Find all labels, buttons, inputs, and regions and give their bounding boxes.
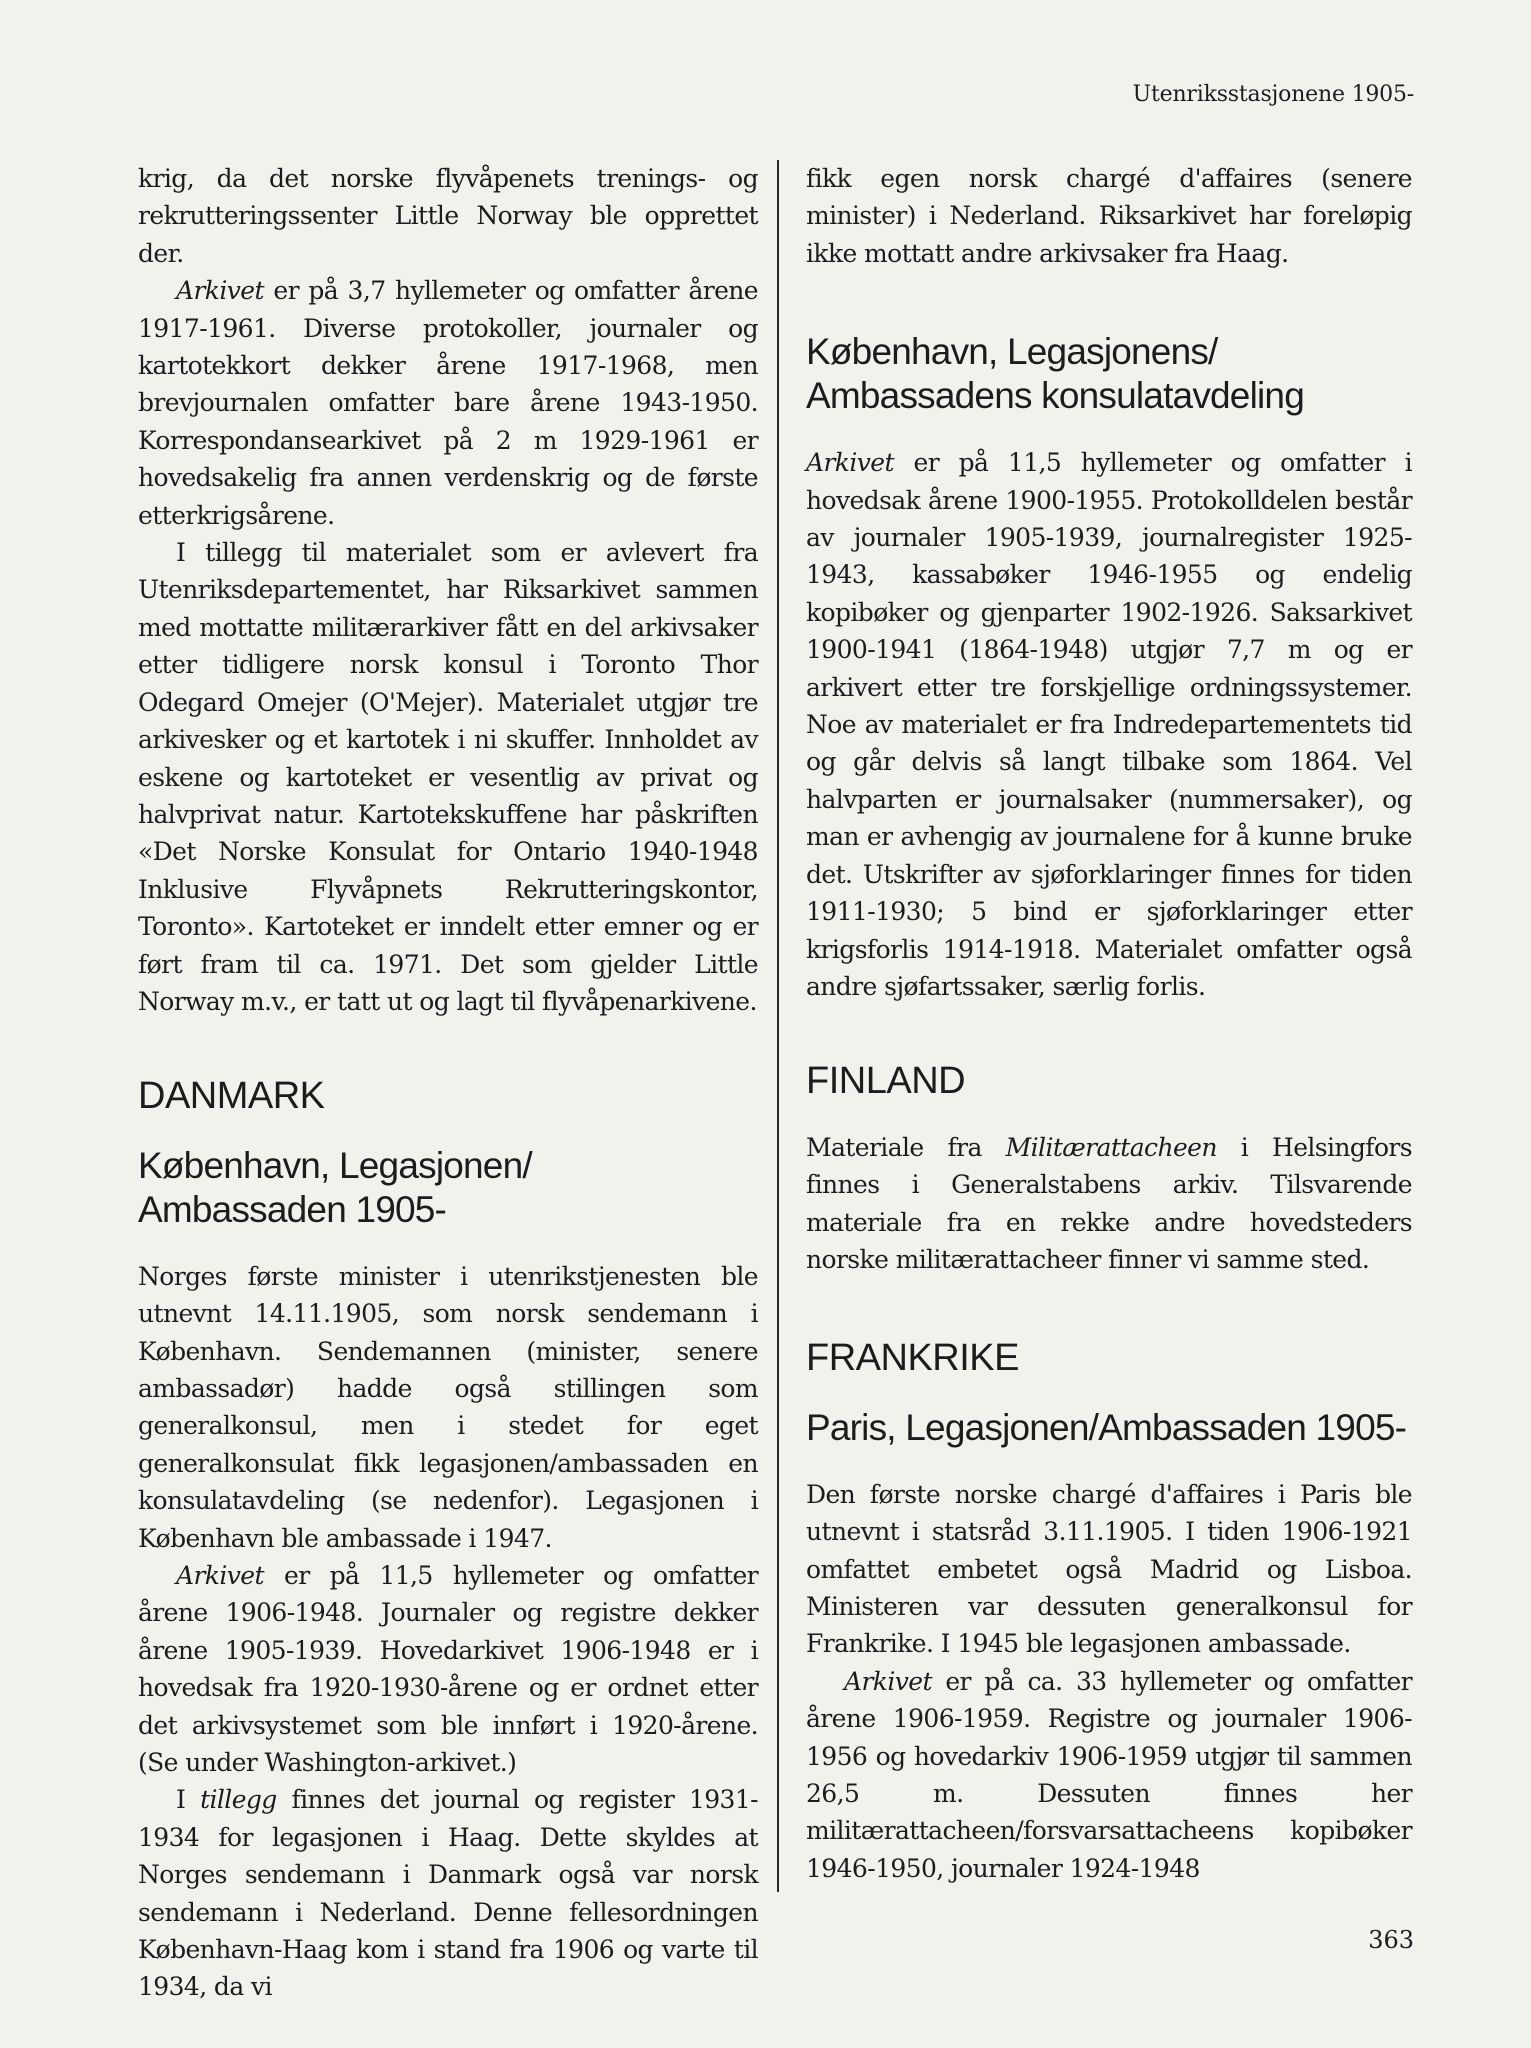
right-paragraph-4: Den første norske chargé d'affaires i Paris ble utnevnt i statsråd 3.11.1905. I tiden 1906-1921 omfattet embetet også Madrid og Lisboa. Ministeren var dessuten generalkonsul for Frankrike. I 1945 ble legasjonen ambassade.	[806, 1479, 1412, 1659]
left-paragraph-5	[138, 1557, 758, 1781]
right-paragraph-1: fikk egen norsk chargé d'affaires (senere minister) i Nederland. Riksarkivet har foreløpig ikke mottatt andre arkivsaker fra Haag.	[806, 164, 1412, 268]
right-column	[806, 160, 1412, 1887]
left-paragraph-6	[138, 1781, 758, 2005]
office-heading-line: Ambassadens konsulatavdeling	[806, 375, 1304, 417]
paragraph-text: er på 3,7 hyllemeter og omfatter årene 1917-1961. Diverse protokoller, journaler og kartotekkort dekker årene 1917-1968, men brevjournalen omfatter bare årene 1943-1950. Korrespondansearkivet på 2 m 1929-1961 er hovedsakelig fra annen verdenskrig og de første etterkrigsårene.	[138, 276, 758, 530]
running-head: Utenriksstasjonene 1905-	[1132, 82, 1414, 107]
right-paragraph-3	[806, 1129, 1412, 1279]
country-heading-danmark: DANMARK	[138, 1075, 325, 1118]
office-heading-paris: Paris, Legasjonen/Ambassaden 1905-	[806, 1406, 1407, 1448]
office-heading-line: København, Legasjonen/	[138, 1144, 532, 1186]
column-divider	[777, 160, 779, 1892]
country-heading-finland: FINLAND	[806, 1060, 966, 1103]
right-paragraph-2	[806, 444, 1412, 1005]
keyword: Arkivet	[844, 1666, 932, 1696]
left-paragraph-4: Norges første minister i utenrikstjenesten ble utnevnt 14.11.1905, som norsk sendemann i København. Sendemannen (minister, senere ambassadør) hadde også stillingen som generalkonsul, men i stedet for eget generalkonsulat fikk legasjonen/ambassaden en konsulatavdeling (se nedenfor). Legasjonen i København ble ambassade i 1947.	[138, 1261, 758, 1553]
paragraph-text: finnes det journal og register 1931-1934 for legasjonen i Haag. Dette skyldes at Norges sendemann i Danmark også var norsk sendemann i Nederland. Denne fellesordningen København-Haag kom i stand fra 1906 og varte til 1934, da vi	[138, 1785, 759, 2002]
paragraph-text: i Helsingfors finnes i Generalstabens arkiv. Tilsvarende materiale fra en rekke andre hovedsteders norske militærattacheer finner vi samme sted.	[806, 1132, 1412, 1274]
paragraph-text: er på 11,5 hyllemeter og omfatter i hovedsak årene 1900-1955. Protokolldelen består av journaler 1905-1939, journalregister 1925-1943, kassabøker 1946-1955 og endelig kopibøker og gjenparter 1902-1926. Saksarkivet 1900-1941 (1864-1948) utgjør 7,7 m og er arkivert etter tre forskjellige ordningssystemer. Noe av materialet er fra Indredepartementets tid og går delvis så langt tilbake som 1864. Vel halvparten er journalsaker (nummersaker), og man er avhengig av journalene for å kunne bruke det. Utskrifter av sjøforklaringer finnes for tiden 1911-1930; 5 bind er sjøforklaringer etter krigsforlis 1914-1918. Materialet omfatter også andre sjøfartssaker, særlig forlis.	[806, 448, 1412, 1001]
left-paragraph-1: krig, da det norske flyvåpenets trenings- og rekrutteringssenter Little Norway ble opprettet der.	[138, 164, 758, 268]
country-heading-frankrike: FRANKRIKE	[806, 1337, 1019, 1380]
right-paragraph-5	[806, 1663, 1412, 1887]
paragraph-text: er på ca. 33 hyllemeter og omfatter årene 1906-1959. Registre og journaler 1906-1956 og hovedarkiv 1906-1959 utgjør til sammen 26,5 m. Dessuten finnes her militærattacheen/forsvarsattacheens kopibøker 1946-1950, journaler 1924-1948	[806, 1666, 1412, 1883]
left-paragraph-3: I tillegg til materialet som er avlevert fra Utenriksdepartementet, har Riksarkivet sammen med mottatte militærarkiver fått en del arkivsaker etter tidligere norsk konsul i Toronto Thor Odegard Omejer (O'Mejer). Materialet utgjør tre arkivesker og et kartotek i ni skuffer. Innholdet av eskene og kartoteket er vesentlig av privat og halvprivat natur. Kartotekskuffene har påskriften «Det Norske Konsulat for Ontario 1940-1948 Inklusive Flyvåpnets Rekrutteringskontor, Toronto». Kartoteket er inndelt etter emner og er ført fram til ca. 1971. Det som gjelder Little Norway m.v., er tatt ut og lagt til flyvåpenarkivene.	[138, 538, 758, 1016]
office-heading-line: København, Legasjonens/	[806, 331, 1218, 373]
left-column	[138, 160, 758, 2006]
left-paragraph-2	[138, 272, 758, 534]
office-heading-line: Ambassaden 1905-	[138, 1188, 447, 1230]
office-heading-konsulatavdeling	[806, 330, 1412, 418]
keyword: Arkivet	[806, 448, 894, 478]
keyword: Arkivet	[176, 1561, 264, 1590]
paragraph-text: er på 11,5 hyllemeter og omfatter årene 1906-1948. Journaler og registre dekker årene 1905-1939. Hovedarkivet 1906-1948 er i hovedsak fra 1920-1930-årene og er ordnet etter det arkivsystemet som ble innført i 1920-årene. (Se under Washington-arkivet.)	[138, 1561, 758, 1778]
paragraph-text: Materiale fra	[806, 1132, 1006, 1162]
page-number: 363	[1368, 1926, 1414, 1954]
paragraph-text: I	[176, 1785, 201, 1815]
office-heading-kobenhavn	[138, 1144, 758, 1232]
keyword: Arkivet	[176, 276, 264, 306]
keyword: Militærattacheen	[1005, 1132, 1217, 1162]
keyword: tillegg	[200, 1785, 277, 1815]
